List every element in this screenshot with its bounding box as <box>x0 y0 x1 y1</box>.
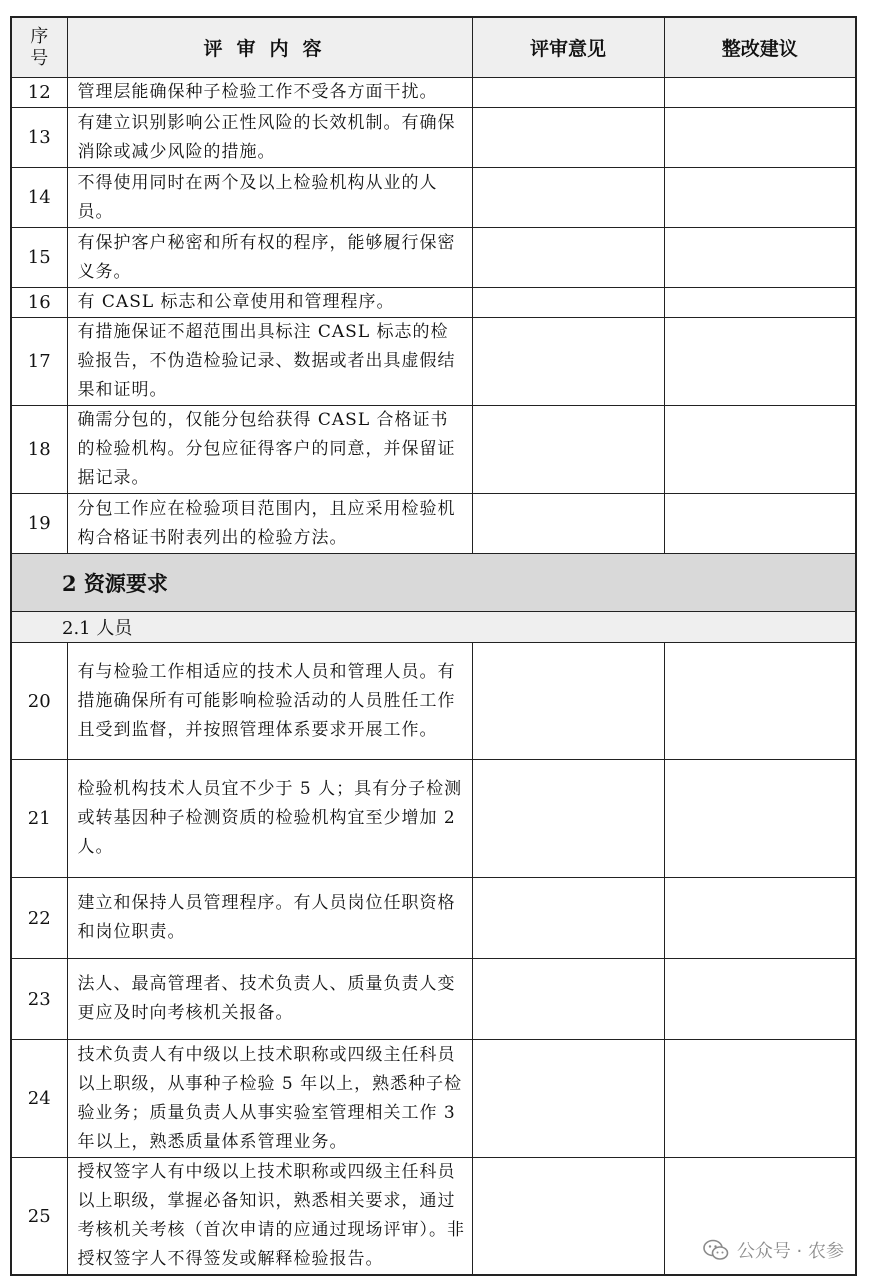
subsection-heading: 2.1 人员 <box>11 612 856 643</box>
row-suggestion-cell[interactable] <box>664 288 856 318</box>
row-no: 14 <box>11 168 67 228</box>
row-no: 20 <box>11 643 67 760</box>
row-opinion-cell[interactable] <box>472 1158 664 1276</box>
row-opinion-cell[interactable] <box>472 108 664 168</box>
header-content: 评审内容 <box>67 17 472 78</box>
table-row <box>11 108 856 168</box>
row-no: 12 <box>11 78 67 108</box>
row-no: 23 <box>11 959 67 1040</box>
table-row <box>11 78 856 108</box>
row-suggestion-cell[interactable] <box>664 760 856 878</box>
row-content: 有 CASL 标志和公章使用和管理程序。 <box>67 288 472 318</box>
header-opinion: 评审意见 <box>472 17 664 78</box>
table-row <box>11 760 856 878</box>
section-row <box>11 554 856 612</box>
row-no: 17 <box>11 318 67 406</box>
row-content: 有建立识别影响公正性风险的长效机制。有确保消除或减少风险的措施。 <box>67 108 472 168</box>
table-row <box>11 406 856 494</box>
row-suggestion-cell[interactable] <box>664 406 856 494</box>
row-opinion-cell[interactable] <box>472 878 664 959</box>
row-content: 分包工作应在检验项目范围内，且应采用检验机构合格证书附表列出的检验方法。 <box>67 494 472 554</box>
table-row <box>11 168 856 228</box>
row-content: 确需分包的，仅能分包给获得 CASL 合格证书的检验机构。分包应征得客户的同意，并保留证据记录。 <box>67 406 472 494</box>
row-opinion-cell[interactable] <box>472 228 664 288</box>
row-opinion-cell[interactable] <box>472 494 664 554</box>
row-content: 有保护客户秘密和所有权的程序，能够履行保密义务。 <box>67 228 472 288</box>
row-opinion-cell[interactable] <box>472 760 664 878</box>
row-no: 13 <box>11 108 67 168</box>
row-no: 19 <box>11 494 67 554</box>
row-opinion-cell[interactable] <box>472 78 664 108</box>
row-content: 法人、最高管理者、技术负责人、质量负责人变更应及时向考核机关报备。 <box>67 959 472 1040</box>
subsection-row <box>11 612 856 643</box>
row-suggestion-cell[interactable] <box>664 78 856 108</box>
row-content: 建立和保持人员管理程序。有人员岗位任职资格和岗位职责。 <box>67 878 472 959</box>
row-no: 15 <box>11 228 67 288</box>
row-suggestion-cell[interactable] <box>664 228 856 288</box>
row-content: 有措施保证不超范围出具标注 CASL 标志的检验报告，不伪造检验记录、数据或者出具虚假结果和证明。 <box>67 318 472 406</box>
table-header-row <box>11 17 856 78</box>
row-content: 技术负责人有中级以上技术职称或四级主任科员以上职级，从事种子检验 5 年以上，熟悉种子检验业务；质量负责人从事实验室管理相关工作 3 年以上，熟悉质量体系管理业务。 <box>67 1040 472 1158</box>
table-row <box>11 878 856 959</box>
header-no-line2: 号 <box>30 47 49 69</box>
watermark <box>703 1237 844 1263</box>
row-opinion-cell[interactable] <box>472 168 664 228</box>
row-no: 25 <box>11 1158 67 1276</box>
table-row <box>11 1040 856 1158</box>
row-opinion-cell[interactable] <box>472 288 664 318</box>
wechat-icon <box>703 1239 729 1261</box>
row-no: 16 <box>11 288 67 318</box>
header-no <box>11 17 67 78</box>
row-suggestion-cell[interactable] <box>664 1040 856 1158</box>
row-no: 21 <box>11 760 67 878</box>
row-no: 22 <box>11 878 67 959</box>
row-suggestion-cell[interactable] <box>664 643 856 760</box>
row-content: 检验机构技术人员宜不少于 5 人；具有分子检测或转基因种子检测资质的检验机构宜至少增加 2 人。 <box>67 760 472 878</box>
row-opinion-cell[interactable] <box>472 959 664 1040</box>
row-opinion-cell[interactable] <box>472 643 664 760</box>
row-suggestion-cell[interactable] <box>664 959 856 1040</box>
table-row <box>11 643 856 760</box>
row-suggestion-cell[interactable] <box>664 168 856 228</box>
watermark-text: 公众号 · 农参 <box>736 1241 844 1262</box>
row-suggestion-cell[interactable] <box>664 108 856 168</box>
row-content: 有与检验工作相适应的技术人员和管理人员。有措施确保所有可能影响检验活动的人员胜任工作且受到监督，并按照管理体系要求开展工作。 <box>67 643 472 760</box>
review-table <box>10 16 857 1276</box>
section-heading: 2 资源要求 <box>11 554 856 612</box>
row-opinion-cell[interactable] <box>472 1040 664 1158</box>
row-opinion-cell[interactable] <box>472 406 664 494</box>
row-suggestion-cell[interactable] <box>664 318 856 406</box>
header-suggestion: 整改建议 <box>664 17 856 78</box>
row-content: 管理层能确保种子检验工作不受各方面干扰。 <box>67 78 472 108</box>
row-suggestion-cell[interactable] <box>664 878 856 959</box>
row-no: 18 <box>11 406 67 494</box>
table-row <box>11 494 856 554</box>
table-row <box>11 959 856 1040</box>
row-suggestion-cell[interactable] <box>664 494 856 554</box>
table-row <box>11 318 856 406</box>
table-row <box>11 228 856 288</box>
row-opinion-cell[interactable] <box>472 318 664 406</box>
header-no-line1: 序 <box>30 25 49 47</box>
table-row <box>11 288 856 318</box>
row-no: 24 <box>11 1040 67 1158</box>
row-content: 授权签字人有中级以上技术职称或四级主任科员以上职级，掌握必备知识，熟悉相关要求，通过考核机关考核（首次申请的应通过现场评审）。非授权签字人不得签发或解释检验报告。 <box>67 1158 472 1276</box>
row-content: 不得使用同时在两个及以上检验机构从业的人员。 <box>67 168 472 228</box>
